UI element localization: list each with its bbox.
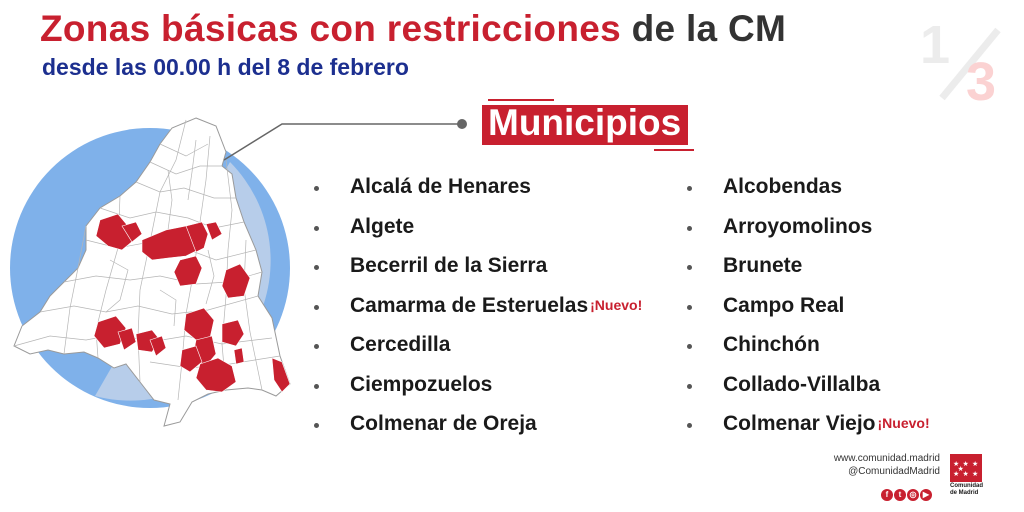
svg-text:★: ★ (972, 470, 979, 478)
municipality-name: Chinchón (723, 333, 820, 356)
bullet-icon (687, 265, 692, 270)
page-total: 3 (966, 52, 997, 108)
heading-accent-bottom (654, 149, 694, 151)
bullet-icon (687, 384, 692, 389)
bullet-icon (314, 423, 319, 428)
map-connector-line (200, 104, 490, 174)
list-item (687, 332, 1017, 372)
municipality-name: Algete (350, 214, 415, 238)
list-item (314, 411, 684, 451)
municipality-name: Colmenar Viejo (723, 412, 876, 435)
bullet-icon (314, 384, 319, 389)
municipality-name: Collado-Villalba (723, 372, 881, 396)
list-item (687, 372, 1017, 412)
list-item (314, 293, 684, 333)
municipios-heading (482, 99, 694, 147)
list-item (314, 174, 684, 214)
bullet-icon (314, 226, 319, 231)
comunidad-madrid-logo (950, 454, 982, 498)
list-item (687, 174, 1017, 214)
title-highlight: Zonas básicas con restricciones (40, 8, 621, 49)
footer-contact (790, 452, 940, 478)
bullet-icon (314, 305, 319, 310)
list-item (314, 372, 684, 412)
municipality-list-left (314, 174, 684, 451)
madrid-flag-icon (950, 454, 982, 482)
heading-text: Municipios (488, 102, 682, 143)
municipality-name: Colmenar de Oreja (350, 412, 537, 435)
instagram-icon[interactable]: ◎ (907, 489, 919, 501)
bullet-icon (314, 344, 319, 349)
municipality-name: Campo Real (723, 293, 845, 317)
municipality-name: Cercedilla (350, 333, 451, 356)
youtube-icon[interactable]: ▶ (920, 489, 932, 501)
svg-text:★: ★ (953, 470, 960, 478)
municipality-name: Alcalá de Henares (350, 175, 531, 198)
title-rest: de la CM (631, 8, 787, 49)
list-item (687, 293, 1017, 333)
municipality-name: Brunete (723, 254, 803, 277)
svg-text:★: ★ (953, 460, 960, 468)
list-item (314, 214, 684, 254)
social-handle[interactable]: @ComunidadMadrid (848, 466, 940, 477)
page-number: 1 (920, 15, 951, 75)
municipality-name: Becerril de la Sierra (350, 254, 548, 277)
municipality-name: Alcobendas (723, 175, 843, 198)
facebook-icon[interactable]: f (881, 489, 893, 501)
bullet-icon (687, 226, 692, 231)
page-indicator (910, 8, 1020, 108)
new-badge: ¡Nuevo! (877, 415, 930, 431)
list-item (314, 332, 684, 372)
bullet-icon (314, 186, 319, 191)
social-links (880, 484, 932, 498)
bullet-icon (687, 423, 692, 428)
page-subtitle: desde las 00.00 h del 8 de febrero (42, 54, 409, 80)
municipality-name: Camarma de Esteruelas (350, 293, 589, 317)
municipality-name: Ciempozuelos (350, 372, 493, 396)
twitter-icon[interactable]: t (894, 489, 906, 501)
logo-text (950, 483, 982, 497)
list-item (687, 411, 1017, 451)
municipality-list-right (687, 174, 1017, 451)
logo-line-1: Comunidad (950, 483, 983, 489)
new-badge: ¡Nuevo! (590, 296, 643, 313)
svg-text:★: ★ (962, 460, 969, 468)
svg-text:★: ★ (957, 465, 964, 473)
svg-text:★: ★ (962, 470, 969, 478)
bullet-icon (687, 186, 692, 191)
logo-line-2: de Madrid (950, 490, 979, 496)
municipality-name: Arroyomolinos (723, 214, 873, 238)
page-title (40, 8, 786, 50)
list-item (314, 253, 684, 293)
website-link[interactable]: www.comunidad.madrid (833, 453, 940, 464)
list-item (687, 253, 1017, 293)
bullet-icon (687, 344, 692, 349)
svg-text:★: ★ (972, 460, 979, 468)
bullet-icon (687, 305, 692, 310)
bullet-icon (314, 265, 319, 270)
heading-accent-top (488, 99, 554, 101)
list-item (687, 214, 1017, 254)
